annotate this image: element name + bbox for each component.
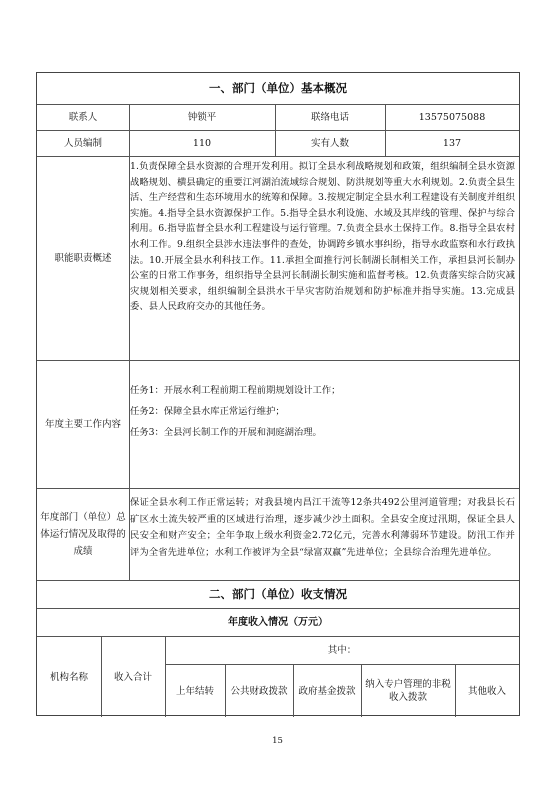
duties-row <box>37 157 519 361</box>
income-total-header: 收入合计 <box>113 671 152 683</box>
sub-columns <box>165 665 519 717</box>
performance-row <box>37 489 519 581</box>
actual-staff-label: 实有人数 <box>310 138 349 149</box>
staff-value: 110 <box>192 138 212 149</box>
tasks-row <box>37 361 519 489</box>
tasks-list <box>130 383 515 440</box>
among-label: 其中： <box>327 645 357 656</box>
section1-title-row <box>37 73 519 105</box>
document-table <box>36 72 520 716</box>
org-name-header: 机构名称 <box>49 671 88 683</box>
performance-text: 保证全县水利工作正常运转；对我县境内昌江干流等12条共492公里河道管理；对我县长石矿区水土流失较严重的区域进行治理，逐步减少沙土面积。全县安全度过汛期，保证全县人民安全和财产安全；全年争取上级水利资金2.72亿元，完善水利薄弱环节建设。防汛工作并评为全省先进单位；水利工作被评为全县“绿富双赢”先进单位；全县综合治理先进单位。 <box>130 497 515 558</box>
contact-row <box>37 105 519 131</box>
section2-title: 二、部门（单位）收支情况 <box>209 587 347 601</box>
col-special-account: 纳入专户管理的非税收入拨款 <box>365 679 451 703</box>
actual-staff-value: 137 <box>442 138 462 149</box>
phone-label: 联络电话 <box>310 112 349 123</box>
income-title-row <box>37 609 519 637</box>
income-header <box>37 637 519 717</box>
among-header-row <box>165 637 519 665</box>
task-item: 任务2：保障全县水库正常运行维护； <box>130 406 285 417</box>
col-other-income: 其他收入 <box>467 685 506 697</box>
tasks-label: 年度主要工作内容 <box>44 419 121 430</box>
contact-label: 联系人 <box>68 112 98 123</box>
duties-label: 职能职责概述 <box>54 253 112 264</box>
col-carryover: 上年结转 <box>175 685 214 697</box>
section1-title: 一、部门（单位）基本概况 <box>209 81 347 95</box>
contact-value: 钟锁平 <box>187 112 217 123</box>
income-title: 年度收入情况（万元） <box>228 617 328 628</box>
duties-text: 1.负责保障全县水资源的合理开发利用。拟订全县水利战略规划和政策，组织编制全县水资源战略规划、横县确定的重要江河湖泊流域综合规划、防洪规划等重大水利规划。2.负责全县生活、生产经营和生态环境用水的统筹和保障。3.按规定制定全县水利工程建设有关制度并组织实施。4.指导全县水资源保护工作。5.指导全县水利设施、水域及其岸线的管理、保护与综合利用。6.指导监督全县水利工程建设与运行管理。7.负责全县水土保持工作。8.指导全县农村水利工作。9.组织全县涉水违法事件的查处，协调跨乡镇水事纠纷，指导水政监察和水行政执法。10.开展全县水利科技工作。11.承担全面推行河长制湖长制相关工作，承担县河长制办公室的日常工作事务，组织指导全县河长制湖长制实施和监督考核。12.负责落实综合防灾减灾规划相关要求，组织编制全县洪水干旱灾害防治规划和防护标准并指导实施。13.完成县委、县人民政府交办的其他任务。 <box>130 161 515 313</box>
task-item: 任务3：全县河长制工作的开展和洞庭湖治理。 <box>130 427 322 438</box>
section2-title-row <box>37 581 519 609</box>
staff-row <box>37 131 519 157</box>
task-item: 任务1：开展水利工程前期工程前期规划设计工作； <box>130 385 341 396</box>
performance-label: 年度部门（单位）总体运行情况及取得的成绩 <box>40 512 126 557</box>
page-number: 15 <box>272 736 283 746</box>
col-public-finance: 公共财政拨款 <box>230 685 288 697</box>
staff-label: 人员编制 <box>63 138 102 149</box>
phone-value: 13575075088 <box>418 112 486 123</box>
col-government-fund: 政府基金拨款 <box>298 685 356 697</box>
